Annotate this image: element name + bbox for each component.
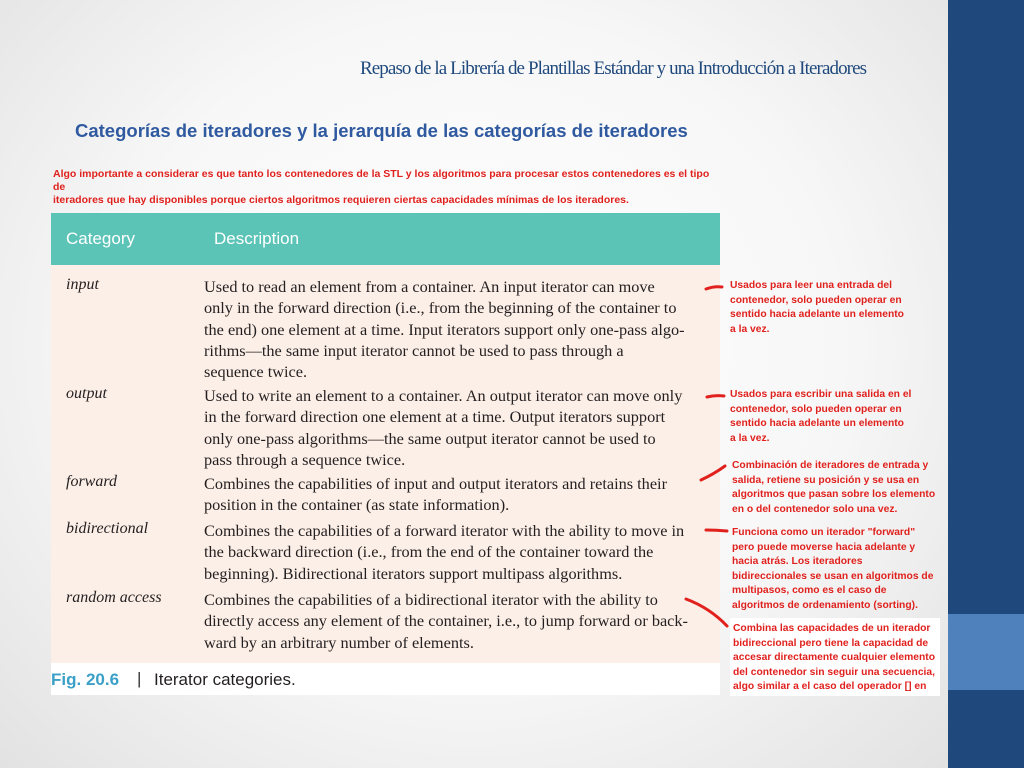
caption-text: Iterator categories. [154,670,296,689]
description-line: ward by an arbitrary number of elements. [204,632,474,652]
annotation-line: Usados para leer una entrada del [730,280,892,291]
row-category: output [66,385,107,402]
description-line: Combines the capabilities of a bidirectional iterator with the ability to [204,590,658,609]
header-category: Category [66,229,135,248]
annotation-line: en o del contenedor solo una vez. [732,503,898,515]
description-line: Used to read an element from a container. An input iterator can move [204,277,655,296]
row-category: forward [66,473,117,490]
description-line: directly access any element of the container, i.e., to jump forward or back- [204,611,688,631]
figure-label: Fig. 20.6 [51,670,120,689]
annotation-line: salida, retiene su posición y se usa en [732,474,920,486]
annotation-line: del contenedor sin seguir una secuencia, [733,666,935,678]
annotation-line: hacia atrás. Los iteradores [732,556,863,567]
arrow-forward-line [701,466,725,480]
annotation-line: algoritmos que pasan sobre los elemento [732,489,936,500]
row-category: bidirectional [66,520,149,537]
arrow-output-line [707,396,724,397]
annotation-line: Combinación de iteradores de entrada y [732,460,929,471]
slide-subtitle: Categorías de iteradores y la jerarquía de las categorías de iteradores [75,120,688,141]
row-category: input [66,276,99,293]
slide-title: Repaso de la Librería de Plantillas Estándar y una Introducción a Iteradores [360,58,867,79]
annotation-line: Combina las capacidades de un iterador [733,623,931,634]
annotation-line: contenedor, solo pueden operar en [730,403,902,415]
description-line: beginning). Bidirectional iterators support multipass algorithms. [204,563,623,583]
header-description: Description [214,229,300,248]
annotation-line: Usados para escribir una salida en el [730,389,912,400]
annotation-line: sentido hacia adelante un elemento [730,309,904,320]
description-line: pass through a sequence twice. [204,449,406,469]
annotation-line: algoritmos de ordenamiento (sorting). [732,599,918,611]
description-line: the end) one element at a time. Input iterators support only one-pass algo- [204,319,685,339]
annotation-line: contenedor, solo pueden operar en [730,294,902,306]
description-line: Combines the capabilities of input and output iterators and retains their [204,474,667,493]
description-line: only one-pass algorithms—the same output iterator cannot be used to [204,428,656,448]
annotation-line: bidireccionales se usan en algoritmos de [732,570,934,582]
annotation-line: sentido hacia adelante un elemento [730,418,904,429]
description-line: Combines the capabilities of a forward iterator with the ability to move in [204,521,685,540]
description-line: in the forward direction one element at a time. Output iterators support [204,407,666,427]
description-line: sequence twice. [204,362,308,382]
annotation-line: a la vez. [730,323,770,335]
arrow-random-access-line [686,599,727,626]
arrow-input-line [706,287,722,289]
annotation-line: accesar directamente cualquier elemento [733,652,936,663]
annotation-line: bidireccional pero tiene la capacidad de [733,637,929,649]
caption-separator: | [137,669,142,688]
description-line: Used to write an element to a container. An output iterator can move only [204,386,683,405]
description-line: position in the container (as state information). [204,495,510,515]
sidebar-accent-block [948,614,1024,690]
description-line: the backward direction (i.e., from the end of the container toward the [204,542,654,562]
annotation-line: Funciona como un iterador "forward" [732,527,916,538]
intro-note-line: Algo importante a considerar es que tanto los contenedores de la STL y los algoritmos para procesar estos contenedores es el tipo de [53,168,710,193]
row-category: random access [66,589,162,606]
description-line: only in the forward direction (i.e., from the beginning of the container to [204,298,677,318]
annotation-line: multipasos, como es el caso de [732,585,887,596]
arrow-bidirectional-line [706,530,727,531]
annotation-line: a la vez. [730,432,770,444]
intro-note-line: iteradores que hay disponibles porque ciertos algoritmos requieren ciertas capacidades mínimas de los iteradores. [53,194,629,206]
annotation-line: algo similar a el caso del operador [] en [733,681,927,692]
description-line: rithms—the same input iterator cannot be used to pass through a [204,340,624,360]
annotation-line: pero puede moverse hacia adelante y [732,541,916,553]
